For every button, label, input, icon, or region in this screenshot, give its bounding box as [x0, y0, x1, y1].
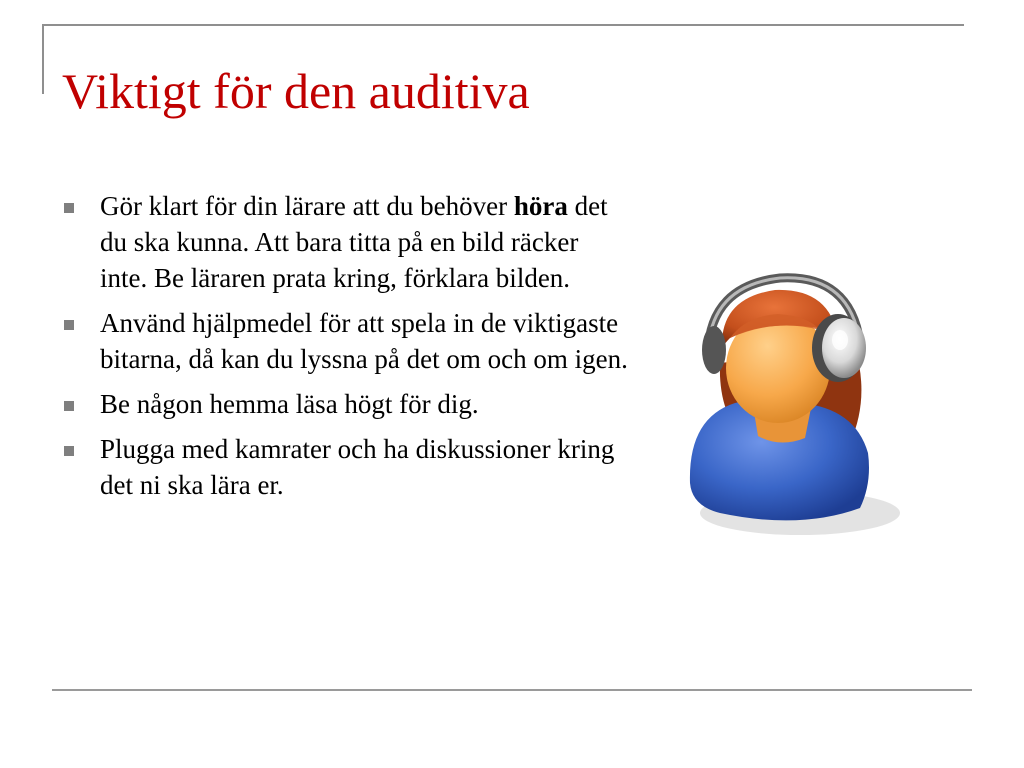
bottom-divider [52, 689, 972, 691]
square-bullet-icon [64, 401, 74, 411]
bullet-text: Gör klart för din lärare att du behöver [100, 191, 514, 221]
square-bullet-icon [64, 203, 74, 213]
square-bullet-icon [64, 446, 74, 456]
bullet-text: Använd hjälpmedel för att spela in de viktigaste bitarna, då kan du lyssna på det om och om igen. [100, 308, 628, 374]
bullet-list [62, 188, 632, 512]
bullet-text: Be någon hemma läsa högt för dig. [100, 389, 479, 419]
bullet-item [62, 431, 632, 503]
bullet-item [62, 305, 632, 377]
frame-top-line [42, 24, 964, 26]
bullet-item [62, 188, 632, 296]
frame-left-line [42, 24, 44, 94]
bullet-item [62, 386, 632, 422]
person-with-headphones-icon [680, 268, 910, 538]
bullet-text: Plugga med kamrater och ha diskussioner kring det ni ska lära er. [100, 434, 615, 500]
square-bullet-icon [64, 320, 74, 330]
slide-title: Viktigt för den auditiva [62, 63, 530, 119]
bullet-text: det du ska kunna. Att bara titta på en bild räcker inte. Be läraren prata kring, förklara bilden. [100, 191, 608, 293]
bullet-text-bold: höra [513, 191, 568, 221]
